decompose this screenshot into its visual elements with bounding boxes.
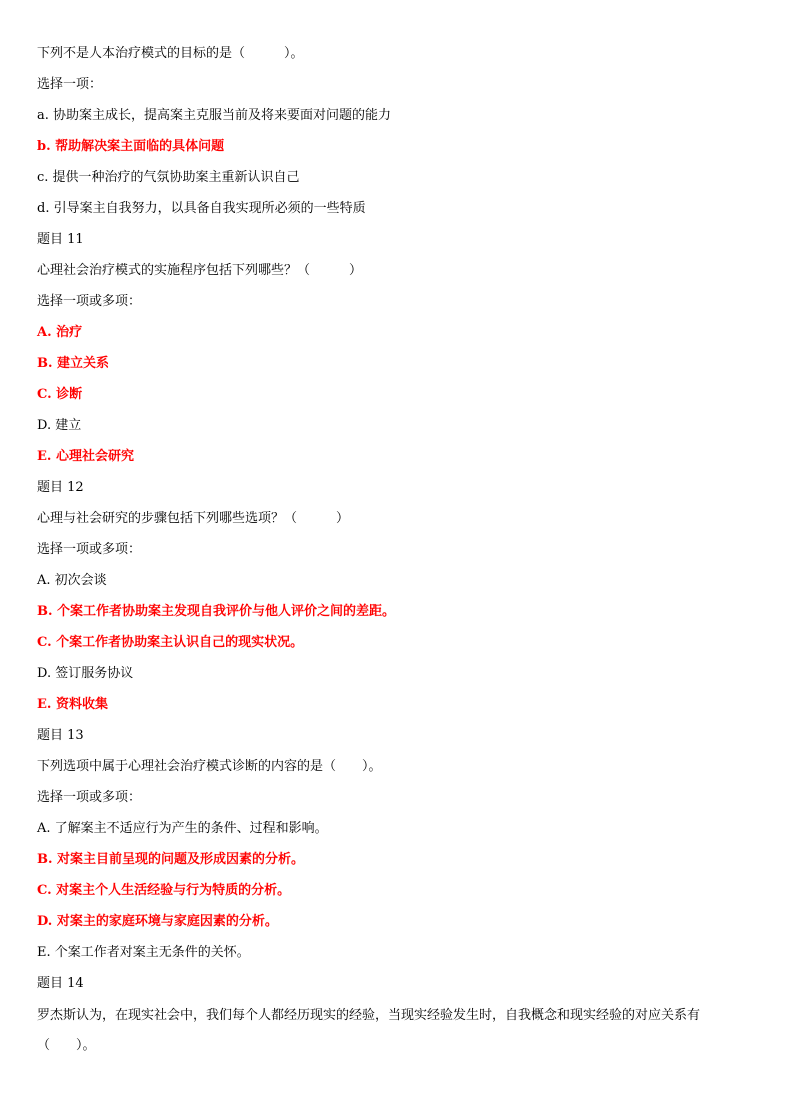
q12-heading: 题目 12	[37, 480, 84, 495]
q11-option-e[interactable]: E. 心理社会研究	[37, 449, 134, 464]
q11-option-b[interactable]: B. 建立关系	[37, 356, 110, 371]
q13-heading: 题目 13	[37, 728, 84, 743]
q13-option-d[interactable]: D. 对案主的家庭环境与家庭因素的分析。	[37, 914, 278, 929]
q12-option-c[interactable]: C. 个案工作者协助案主认识自己的现实状况。	[37, 635, 304, 650]
q10-option-b[interactable]: b. 帮助解决案主面临的具体问题	[37, 139, 225, 154]
q10-option-d[interactable]: d. 引导案主自我努力，以具备自我实现所必须的一些特质	[37, 201, 366, 216]
q10-stem: 下列不是人本治疗模式的目标的是（ ）。	[37, 46, 304, 61]
q11-heading: 题目 11	[37, 232, 84, 247]
q11-option-c[interactable]: C. 诊断	[37, 387, 83, 402]
q11-instruction: 选择一项或多项：	[37, 294, 142, 309]
q10-option-c[interactable]: c. 提供一种治疗的气氛协助案主重新认识自己	[37, 170, 300, 185]
q13-instruction: 选择一项或多项：	[37, 790, 142, 805]
q13-option-a[interactable]: A. 了解案主不适应行为产生的条件、过程和影响。	[37, 821, 328, 836]
q14-stem: 罗杰斯认为，在现实社会中，我们每个人都经历现实的经验，当现实经验发生时，自我概念和现实经验的对应关系有（ ）。	[37, 1008, 701, 1053]
q12-instruction: 选择一项或多项：	[37, 542, 142, 557]
q13-option-c[interactable]: C. 对案主个人生活经验与行为特质的分析。	[37, 883, 291, 898]
q12-option-a[interactable]: A. 初次会谈	[37, 573, 107, 588]
q10-instruction: 选择一项：	[37, 77, 103, 92]
q13-option-e[interactable]: E. 个案工作者对案主无条件的关怀。	[37, 945, 250, 960]
q11-option-d[interactable]: D. 建立	[37, 418, 82, 433]
q10-option-a[interactable]: a. 协助案主成长，提高案主克服当前及将来要面对问题的能力	[37, 108, 392, 123]
q11-option-a[interactable]: A. 治疗	[37, 325, 83, 340]
q11-stem: 心理社会治疗模式的实施程序包括下列哪些？（ ）	[37, 263, 363, 278]
q12-option-e[interactable]: E. 资料收集	[37, 697, 108, 712]
q14-heading: 题目 14	[37, 976, 84, 991]
q12-option-b[interactable]: B. 个案工作者协助案主发现自我评价与他人评价之间的差距。	[37, 604, 396, 619]
q13-stem: 下列选项中属于心理社会治疗模式诊断的内容的是（ ）。	[37, 759, 382, 774]
q12-option-d[interactable]: D. 签订服务协议	[37, 666, 134, 681]
q12-stem: 心理与社会研究的步骤包括下列哪些选项？（ ）	[37, 511, 350, 526]
q13-option-b[interactable]: B. 对案主目前呈现的问题及形成因素的分析。	[37, 852, 305, 867]
